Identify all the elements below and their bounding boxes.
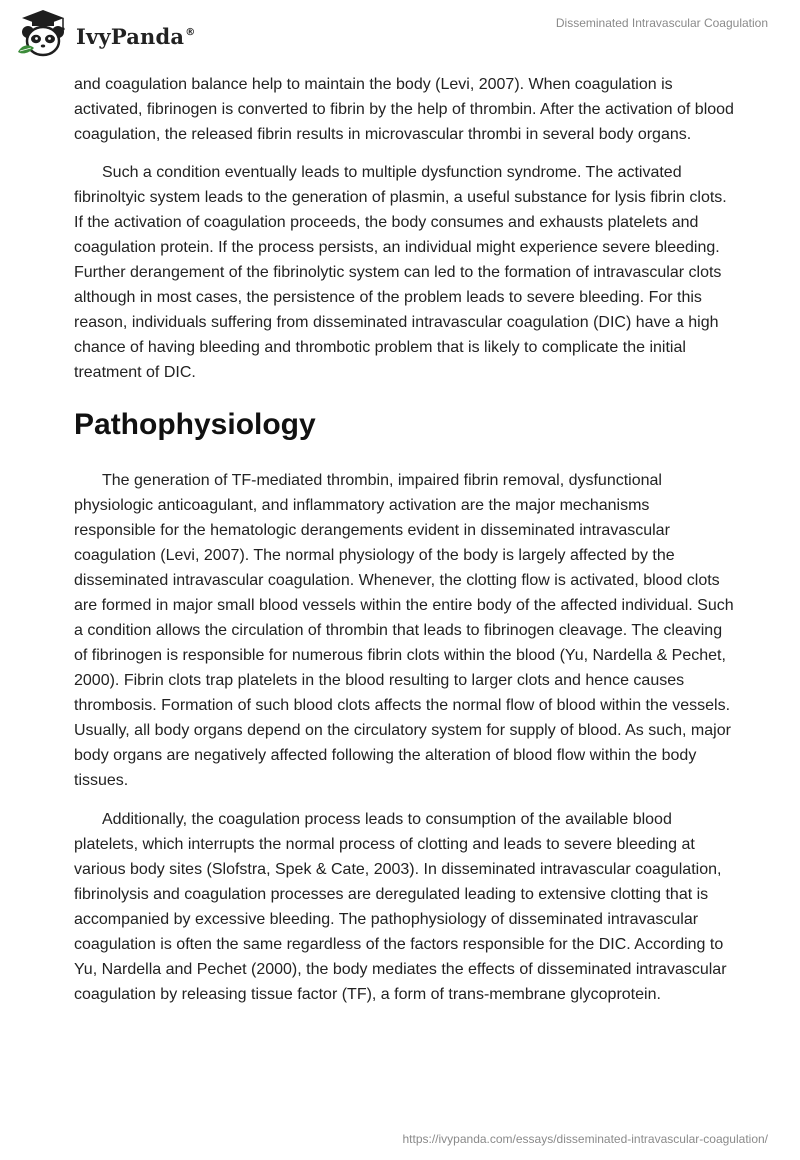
essay-content — [74, 72, 734, 1007]
brand-logo[interactable] — [14, 8, 195, 60]
brand-name: IvyPanda® — [76, 23, 196, 49]
paragraph: The generation of TF-mediated thrombin, impaired fibrin removal, dysfunctional physiologic anticoagulant, and inflammatory activation are the major mechanisms responsible for the hematologic derangements evident in disseminated intravascular coagulation (Levi, 2007). The normal physiology of the body is largely affected by the disseminated intravascular coagulation. Whenever, the clotting flow is activated, blood clots are formed in major small blood vessels within the entire body of the affected individual. Such a condition allows the circulation of thrombin that leads to fibrinogen cleavage. The cleaving of fibrinogen is responsible for numerous fibrin clots within the blood (Yu, Nardella & Pechet, 2000). Fibrin clots trap platelets in the blood resulting to larger clots and hence causes thrombosis. Formation of such blood clots affects the normal flow of blood within the vessels. Usually, all body organs depend on the circulatory system for supply of blood. As such, major body organs are negatively affected following the alteration of blood flow within the body tissues. — [74, 472, 734, 789]
paragraph: Such a condition eventually leads to multiple dysfunction syndrome. The activated fibrinoltyic system leads to the generation of plasmin, a useful substance for lysis fibrin clots. If the activation of coagulation proceeds, the body consumes and exhausts platelets and coagulation protein. If the process persists, an individual might experience severe bleeding. Further derangement of the fibrinolytic system can led to the formation of intravascular clots although in most cases, the persistence of the problem leads to severe bleeding. For this reason, individuals suffering from disseminated intravascular coagulation (DIC) have a high chance of having bleeding and thrombotic problem that is likely to complicate the initial treatment of DIC. — [74, 164, 727, 381]
source-url[interactable]: https://ivypanda.com/essays/disseminated-intravascular-coagulation/ — [402, 1132, 768, 1146]
page-header — [0, 0, 800, 70]
paragraph-continued: and coagulation balance help to maintain the body (Levi, 2007). When coagulation is activated, fibrinogen is converted to fibrin by the help of thrombin. After the activation of blood coagulation, the released fibrin results in microvascular thrombi in several body organs. — [74, 76, 734, 143]
registered-mark: ® — [185, 26, 196, 38]
paragraph: Additionally, the coagulation process leads to consumption of the available blood platelets, which interrupts the normal process of clotting and leads to severe bleeding at various body sites (Slofstra, Spek & Cate, 2003). In disseminated intravascular coagulation, fibrinolysis and coagulation processes are deregulated leading to extensive clotting that is accompanied by excessive bleeding. The pathophysiology of disseminated intravascular coagulation is often the same regardless of the factors responsible for the DIC. According to Yu, Nardella and Pechet (2000), the body mediates the effects of disseminated intravascular coagulation by releasing tissue factor (TF), a form of trans-membrane glycoprotein. — [74, 811, 727, 1003]
section-heading: Pathophysiology — [74, 408, 316, 441]
panda-graduation-cap-icon — [14, 8, 72, 60]
document-title: Disseminated Intravascular Coagulation — [555, 16, 768, 30]
